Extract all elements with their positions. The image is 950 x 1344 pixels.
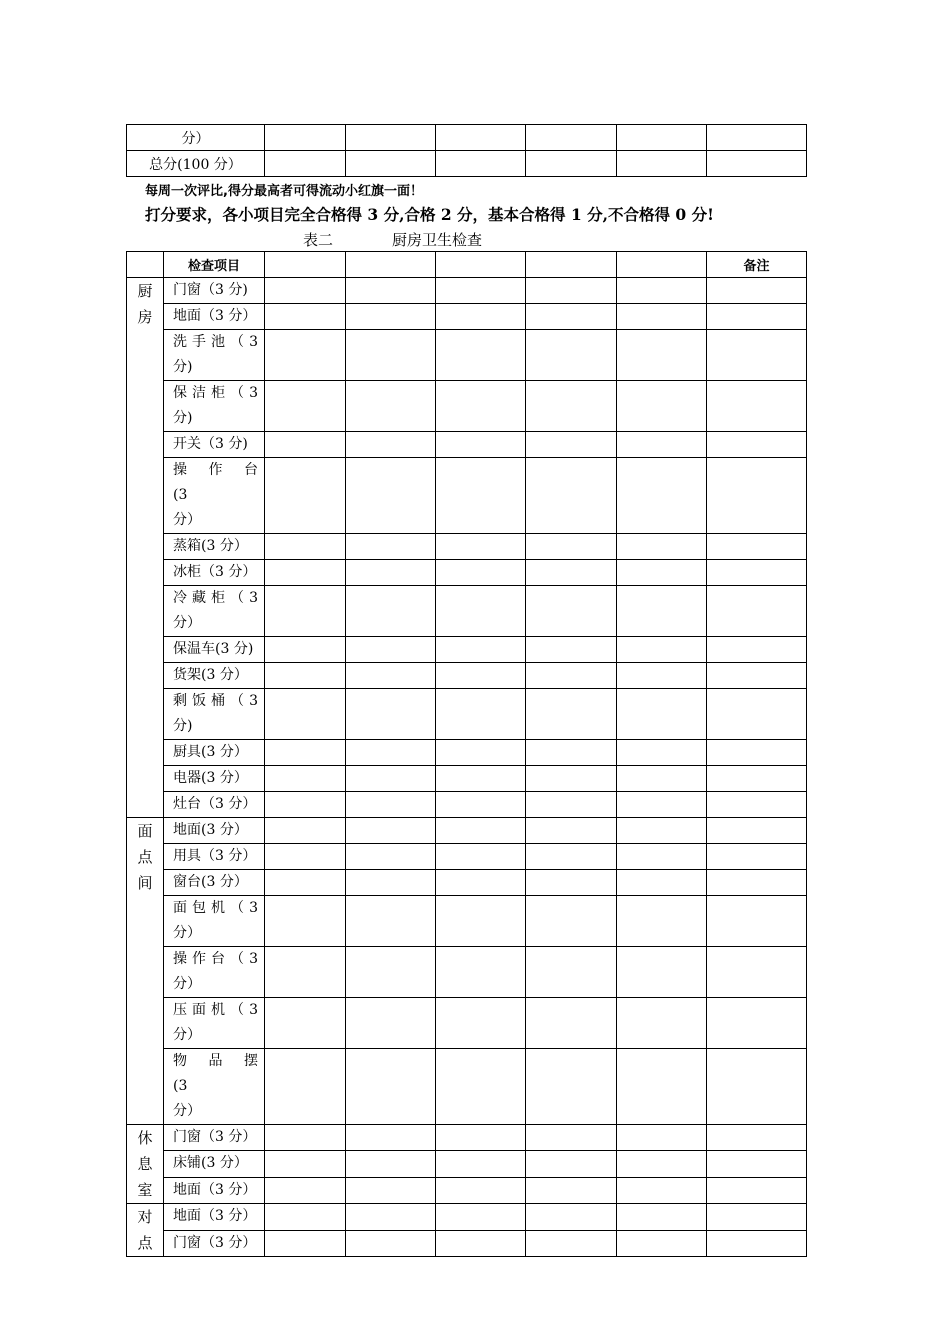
- remark-cell[interactable]: [707, 560, 807, 586]
- score-cell[interactable]: [265, 896, 346, 947]
- score-cell[interactable]: [436, 896, 526, 947]
- score-cell[interactable]: [436, 947, 526, 998]
- check-item-line2: 分）: [173, 1103, 201, 1119]
- score-cell[interactable]: [436, 458, 526, 534]
- remark-cell[interactable]: [707, 432, 807, 458]
- section-label: [127, 278, 164, 818]
- score-cell[interactable]: [265, 1125, 346, 1151]
- check-item: 厨具(3 分）: [164, 740, 265, 766]
- score-cell[interactable]: [265, 766, 346, 792]
- check-item: [164, 947, 265, 998]
- score-cell[interactable]: [526, 689, 617, 740]
- score-cell[interactable]: [526, 818, 617, 844]
- check-item: [164, 896, 265, 947]
- score-cell[interactable]: [346, 151, 436, 177]
- remark-cell[interactable]: [707, 304, 807, 330]
- score-cell[interactable]: [346, 689, 436, 740]
- score-cell[interactable]: [617, 663, 707, 689]
- check-item: [164, 689, 265, 740]
- score-cell[interactable]: [265, 252, 346, 278]
- score-cell[interactable]: [617, 304, 707, 330]
- table-row: [127, 792, 807, 818]
- score-cell[interactable]: [346, 792, 436, 818]
- table-row: [127, 766, 807, 792]
- check-item-line1: 操 作 台 （ 3: [173, 951, 258, 967]
- score-cell[interactable]: [617, 740, 707, 766]
- table-row: [127, 1049, 807, 1125]
- table-row: [127, 663, 807, 689]
- table-row: [127, 458, 807, 534]
- score-cell[interactable]: [436, 125, 526, 151]
- score-cell[interactable]: [265, 844, 346, 870]
- check-item-line2: 分）: [173, 1027, 201, 1043]
- check-item: 货架(3 分）: [164, 663, 265, 689]
- score-cell[interactable]: [617, 381, 707, 432]
- score-cell[interactable]: [346, 278, 436, 304]
- score-cell[interactable]: [436, 663, 526, 689]
- score-cell[interactable]: [265, 586, 346, 637]
- remark-cell[interactable]: [707, 689, 807, 740]
- check-item-line1: 保 洁 柜 （ 3: [173, 385, 258, 401]
- check-item: 门窗（3 分）: [164, 1125, 265, 1151]
- score-cell[interactable]: [617, 125, 707, 151]
- check-item-line1: 洗 手 池 （ 3: [173, 334, 258, 350]
- header-row: [127, 252, 807, 278]
- score-cell[interactable]: [526, 1151, 617, 1177]
- check-item: 冰柜（3 分）: [164, 560, 265, 586]
- score-cell[interactable]: [526, 792, 617, 818]
- remark-cell[interactable]: [707, 637, 807, 663]
- section-char: 点: [137, 1234, 153, 1252]
- score-cell[interactable]: [346, 1177, 436, 1203]
- section-char: 面: [137, 822, 153, 840]
- score-cell[interactable]: [526, 844, 617, 870]
- score-cell[interactable]: [526, 381, 617, 432]
- check-item: 电器(3 分）: [164, 766, 265, 792]
- remark-cell[interactable]: [707, 381, 807, 432]
- score-cell[interactable]: [526, 304, 617, 330]
- summary-label: 总分(100 分）: [127, 151, 265, 177]
- score-cell[interactable]: [526, 330, 617, 381]
- check-item: [164, 998, 265, 1049]
- score-cell[interactable]: [346, 663, 436, 689]
- score-cell[interactable]: [436, 278, 526, 304]
- section-char: 点: [137, 848, 153, 866]
- score-cell[interactable]: [526, 870, 617, 896]
- score-cell[interactable]: [346, 998, 436, 1049]
- table-row: [127, 1204, 807, 1231]
- summary-row: [127, 151, 807, 177]
- score-cell[interactable]: [436, 740, 526, 766]
- score-cell[interactable]: [346, 1125, 436, 1151]
- score-cell[interactable]: [436, 534, 526, 560]
- check-item: 地面（3 分）: [164, 304, 265, 330]
- scoring-note: 打分要求，各小项目完全合格得 3 分,合格 2 分，基本合格得 1 分,不合格得 0 分!: [145, 205, 714, 224]
- remark-cell[interactable]: [707, 1125, 807, 1151]
- score-cell[interactable]: [265, 432, 346, 458]
- summary-table: [126, 124, 807, 177]
- score-cell[interactable]: [265, 663, 346, 689]
- score-cell[interactable]: [346, 458, 436, 534]
- score-cell[interactable]: [526, 663, 617, 689]
- remark-cell[interactable]: [707, 534, 807, 560]
- remark-cell[interactable]: [707, 330, 807, 381]
- check-item: [164, 330, 265, 381]
- section-char: 间: [137, 874, 153, 892]
- score-cell[interactable]: [617, 870, 707, 896]
- score-cell[interactable]: [526, 1177, 617, 1203]
- score-cell[interactable]: [436, 766, 526, 792]
- section-label: [127, 1204, 164, 1257]
- check-item: [164, 381, 265, 432]
- section-char: 息: [137, 1155, 153, 1173]
- table-row: [127, 534, 807, 560]
- score-cell[interactable]: [265, 534, 346, 560]
- table-row: [127, 560, 807, 586]
- remark-cell[interactable]: [707, 1151, 807, 1177]
- score-cell[interactable]: [265, 381, 346, 432]
- score-cell[interactable]: [707, 151, 807, 177]
- score-cell[interactable]: [526, 125, 617, 151]
- check-item-line2: 分）: [173, 976, 201, 992]
- score-cell[interactable]: [617, 151, 707, 177]
- section-char: 房: [137, 308, 153, 326]
- score-cell[interactable]: [346, 381, 436, 432]
- table-row: [127, 998, 807, 1049]
- score-cell[interactable]: [617, 560, 707, 586]
- remark-cell[interactable]: [707, 1049, 807, 1125]
- score-cell[interactable]: [346, 766, 436, 792]
- header-remark: 备注: [707, 252, 807, 278]
- score-cell[interactable]: [265, 151, 346, 177]
- table-row: [127, 278, 807, 304]
- table-row: [127, 947, 807, 998]
- score-cell[interactable]: [526, 637, 617, 663]
- table-row: [127, 330, 807, 381]
- score-cell[interactable]: [265, 1177, 346, 1203]
- score-cell[interactable]: [265, 1230, 346, 1257]
- score-cell[interactable]: [436, 432, 526, 458]
- score-cell[interactable]: [265, 818, 346, 844]
- score-cell[interactable]: [346, 1049, 436, 1125]
- score-cell[interactable]: [346, 818, 436, 844]
- score-cell[interactable]: [346, 252, 436, 278]
- summary-row: [127, 125, 807, 151]
- score-cell[interactable]: [265, 792, 346, 818]
- check-item: 地面（3 分）: [164, 1204, 265, 1231]
- remark-cell[interactable]: [707, 818, 807, 844]
- score-cell[interactable]: [526, 947, 617, 998]
- score-cell[interactable]: [265, 740, 346, 766]
- score-cell[interactable]: [436, 330, 526, 381]
- score-cell[interactable]: [265, 458, 346, 534]
- remark-cell[interactable]: [707, 586, 807, 637]
- check-item-line1: 物 品 摆 (3: [173, 1053, 258, 1094]
- score-cell[interactable]: [436, 304, 526, 330]
- score-cell[interactable]: [436, 844, 526, 870]
- score-cell[interactable]: [526, 1125, 617, 1151]
- check-item: 地面(3 分）: [164, 818, 265, 844]
- check-item: 门窗（3 分）: [164, 1230, 265, 1257]
- table-row: [127, 637, 807, 663]
- score-cell[interactable]: [617, 844, 707, 870]
- score-cell[interactable]: [346, 637, 436, 663]
- header-item: 检查项目: [164, 252, 265, 278]
- table-row: [127, 1125, 807, 1151]
- score-cell[interactable]: [265, 870, 346, 896]
- score-cell[interactable]: [526, 586, 617, 637]
- score-cell[interactable]: [526, 1230, 617, 1257]
- score-cell[interactable]: [265, 689, 346, 740]
- score-cell[interactable]: [265, 125, 346, 151]
- score-cell[interactable]: [265, 1151, 346, 1177]
- table-row: [127, 586, 807, 637]
- check-item: 用具（3 分）: [164, 844, 265, 870]
- check-item: 保温车(3 分): [164, 637, 265, 663]
- score-cell[interactable]: [265, 947, 346, 998]
- check-item: 门窗（3 分): [164, 278, 265, 304]
- table-row: [127, 740, 807, 766]
- score-cell[interactable]: [436, 1049, 526, 1125]
- score-cell[interactable]: [346, 870, 436, 896]
- score-cell[interactable]: [617, 458, 707, 534]
- remark-cell[interactable]: [707, 458, 807, 534]
- table-row: [127, 381, 807, 432]
- score-cell[interactable]: [526, 740, 617, 766]
- section-char: 厨: [137, 282, 153, 300]
- score-cell[interactable]: [526, 252, 617, 278]
- score-cell[interactable]: [436, 792, 526, 818]
- check-item: [164, 586, 265, 637]
- score-cell[interactable]: [617, 1230, 707, 1257]
- score-cell[interactable]: [436, 1125, 526, 1151]
- section-label: [127, 1125, 164, 1204]
- score-cell[interactable]: [617, 766, 707, 792]
- remark-cell[interactable]: [707, 792, 807, 818]
- score-cell[interactable]: [265, 998, 346, 1049]
- remark-cell[interactable]: [707, 1204, 807, 1231]
- table-row: [127, 870, 807, 896]
- score-cell[interactable]: [436, 689, 526, 740]
- score-cell[interactable]: [346, 432, 436, 458]
- check-item: 床铺(3 分）: [164, 1151, 265, 1177]
- score-cell[interactable]: [265, 637, 346, 663]
- score-cell[interactable]: [346, 534, 436, 560]
- score-cell[interactable]: [436, 381, 526, 432]
- score-cell[interactable]: [436, 252, 526, 278]
- score-cell[interactable]: [617, 330, 707, 381]
- table-row: [127, 844, 807, 870]
- score-cell[interactable]: [617, 252, 707, 278]
- check-item: 开关（3 分): [164, 432, 265, 458]
- table-row: [127, 1177, 807, 1203]
- weekly-note: 每周一次评比,得分最高者可得流动小红旗一面！: [145, 184, 423, 199]
- score-cell[interactable]: [617, 1125, 707, 1151]
- section-char: 休: [137, 1129, 153, 1147]
- check-item: 蒸箱(3 分）: [164, 534, 265, 560]
- score-cell[interactable]: [265, 1204, 346, 1231]
- score-cell[interactable]: [436, 586, 526, 637]
- score-cell[interactable]: [436, 1177, 526, 1203]
- score-cell[interactable]: [617, 818, 707, 844]
- score-cell[interactable]: [617, 689, 707, 740]
- score-cell[interactable]: [617, 637, 707, 663]
- score-cell[interactable]: [436, 870, 526, 896]
- score-cell[interactable]: [346, 1204, 436, 1231]
- score-cell[interactable]: [526, 458, 617, 534]
- score-cell[interactable]: [436, 151, 526, 177]
- score-cell[interactable]: [526, 278, 617, 304]
- score-cell[interactable]: [707, 125, 807, 151]
- check-item-line1: 面 包 机 （ 3: [173, 900, 258, 916]
- check-item-line2: 分): [173, 410, 193, 426]
- section-char: 对: [137, 1208, 153, 1226]
- check-item: 地面（3 分）: [164, 1177, 265, 1203]
- score-cell[interactable]: [346, 1230, 436, 1257]
- table-row: [127, 1230, 807, 1257]
- check-item-line1: 剩 饭 桶 （ 3: [173, 693, 258, 709]
- score-cell[interactable]: [617, 998, 707, 1049]
- score-cell[interactable]: [617, 1204, 707, 1231]
- remark-cell[interactable]: [707, 998, 807, 1049]
- table-row: [127, 304, 807, 330]
- score-cell[interactable]: [346, 125, 436, 151]
- check-item-line2: 分）: [173, 925, 201, 941]
- remark-cell[interactable]: [707, 947, 807, 998]
- check-item-line1: 压 面 机 （ 3: [173, 1002, 258, 1018]
- table-number: 表二: [303, 231, 334, 249]
- remark-cell[interactable]: [707, 1177, 807, 1203]
- score-cell[interactable]: [617, 947, 707, 998]
- score-cell[interactable]: [617, 896, 707, 947]
- score-cell[interactable]: [526, 1204, 617, 1231]
- check-item: [164, 1049, 265, 1125]
- check-item: 窗台(3 分）: [164, 870, 265, 896]
- check-item-line2: 分）: [173, 512, 201, 528]
- score-cell[interactable]: [526, 151, 617, 177]
- remark-cell[interactable]: [707, 896, 807, 947]
- remark-cell[interactable]: [707, 870, 807, 896]
- score-cell[interactable]: [436, 560, 526, 586]
- remark-cell[interactable]: [707, 844, 807, 870]
- section-char: 室: [137, 1181, 153, 1199]
- score-cell[interactable]: [436, 1151, 526, 1177]
- score-cell[interactable]: [617, 1049, 707, 1125]
- remark-cell[interactable]: [707, 278, 807, 304]
- score-cell[interactable]: [436, 1204, 526, 1231]
- header-blank: [127, 252, 164, 278]
- score-cell[interactable]: [346, 844, 436, 870]
- score-cell[interactable]: [436, 1230, 526, 1257]
- score-cell[interactable]: [526, 560, 617, 586]
- kitchen-hygiene-table: [126, 251, 807, 1257]
- score-cell[interactable]: [346, 304, 436, 330]
- summary-label: 分）: [127, 125, 265, 151]
- score-cell[interactable]: [617, 534, 707, 560]
- score-cell[interactable]: [265, 304, 346, 330]
- check-item-line2: 分）: [173, 615, 201, 631]
- score-cell[interactable]: [617, 278, 707, 304]
- check-item: 灶台（3 分）: [164, 792, 265, 818]
- table-row: [127, 432, 807, 458]
- remark-cell[interactable]: [707, 1230, 807, 1257]
- table-row: [127, 818, 807, 844]
- score-cell[interactable]: [617, 432, 707, 458]
- score-cell[interactable]: [436, 637, 526, 663]
- score-cell[interactable]: [526, 1049, 617, 1125]
- remark-cell[interactable]: [707, 766, 807, 792]
- table-row: [127, 689, 807, 740]
- score-cell[interactable]: [265, 560, 346, 586]
- score-cell[interactable]: [346, 947, 436, 998]
- remark-cell[interactable]: [707, 663, 807, 689]
- score-cell[interactable]: [436, 818, 526, 844]
- score-cell[interactable]: [526, 534, 617, 560]
- score-cell[interactable]: [617, 1151, 707, 1177]
- check-item-line2: 分): [173, 718, 193, 734]
- score-cell[interactable]: [346, 896, 436, 947]
- table-row: [127, 896, 807, 947]
- table-title: 厨房卫生检查: [392, 231, 483, 249]
- remark-cell[interactable]: [707, 740, 807, 766]
- score-cell[interactable]: [346, 1151, 436, 1177]
- score-cell[interactable]: [617, 586, 707, 637]
- score-cell[interactable]: [617, 1177, 707, 1203]
- check-item-line2: 分): [173, 359, 193, 375]
- score-cell[interactable]: [265, 330, 346, 381]
- score-cell[interactable]: [346, 330, 436, 381]
- score-cell[interactable]: [526, 432, 617, 458]
- score-cell[interactable]: [346, 560, 436, 586]
- score-cell[interactable]: [436, 998, 526, 1049]
- score-cell[interactable]: [346, 586, 436, 637]
- score-cell[interactable]: [526, 998, 617, 1049]
- check-item: [164, 458, 265, 534]
- score-cell[interactable]: [265, 278, 346, 304]
- section-label: [127, 818, 164, 1125]
- score-cell[interactable]: [346, 740, 436, 766]
- check-item-line1: 冷 藏 柜 （ 3: [173, 590, 258, 606]
- score-cell[interactable]: [526, 896, 617, 947]
- check-item-line1: 操 作 台 (3: [173, 462, 258, 503]
- score-cell[interactable]: [265, 1049, 346, 1125]
- score-cell[interactable]: [617, 792, 707, 818]
- table-row: [127, 1151, 807, 1177]
- score-cell[interactable]: [526, 766, 617, 792]
